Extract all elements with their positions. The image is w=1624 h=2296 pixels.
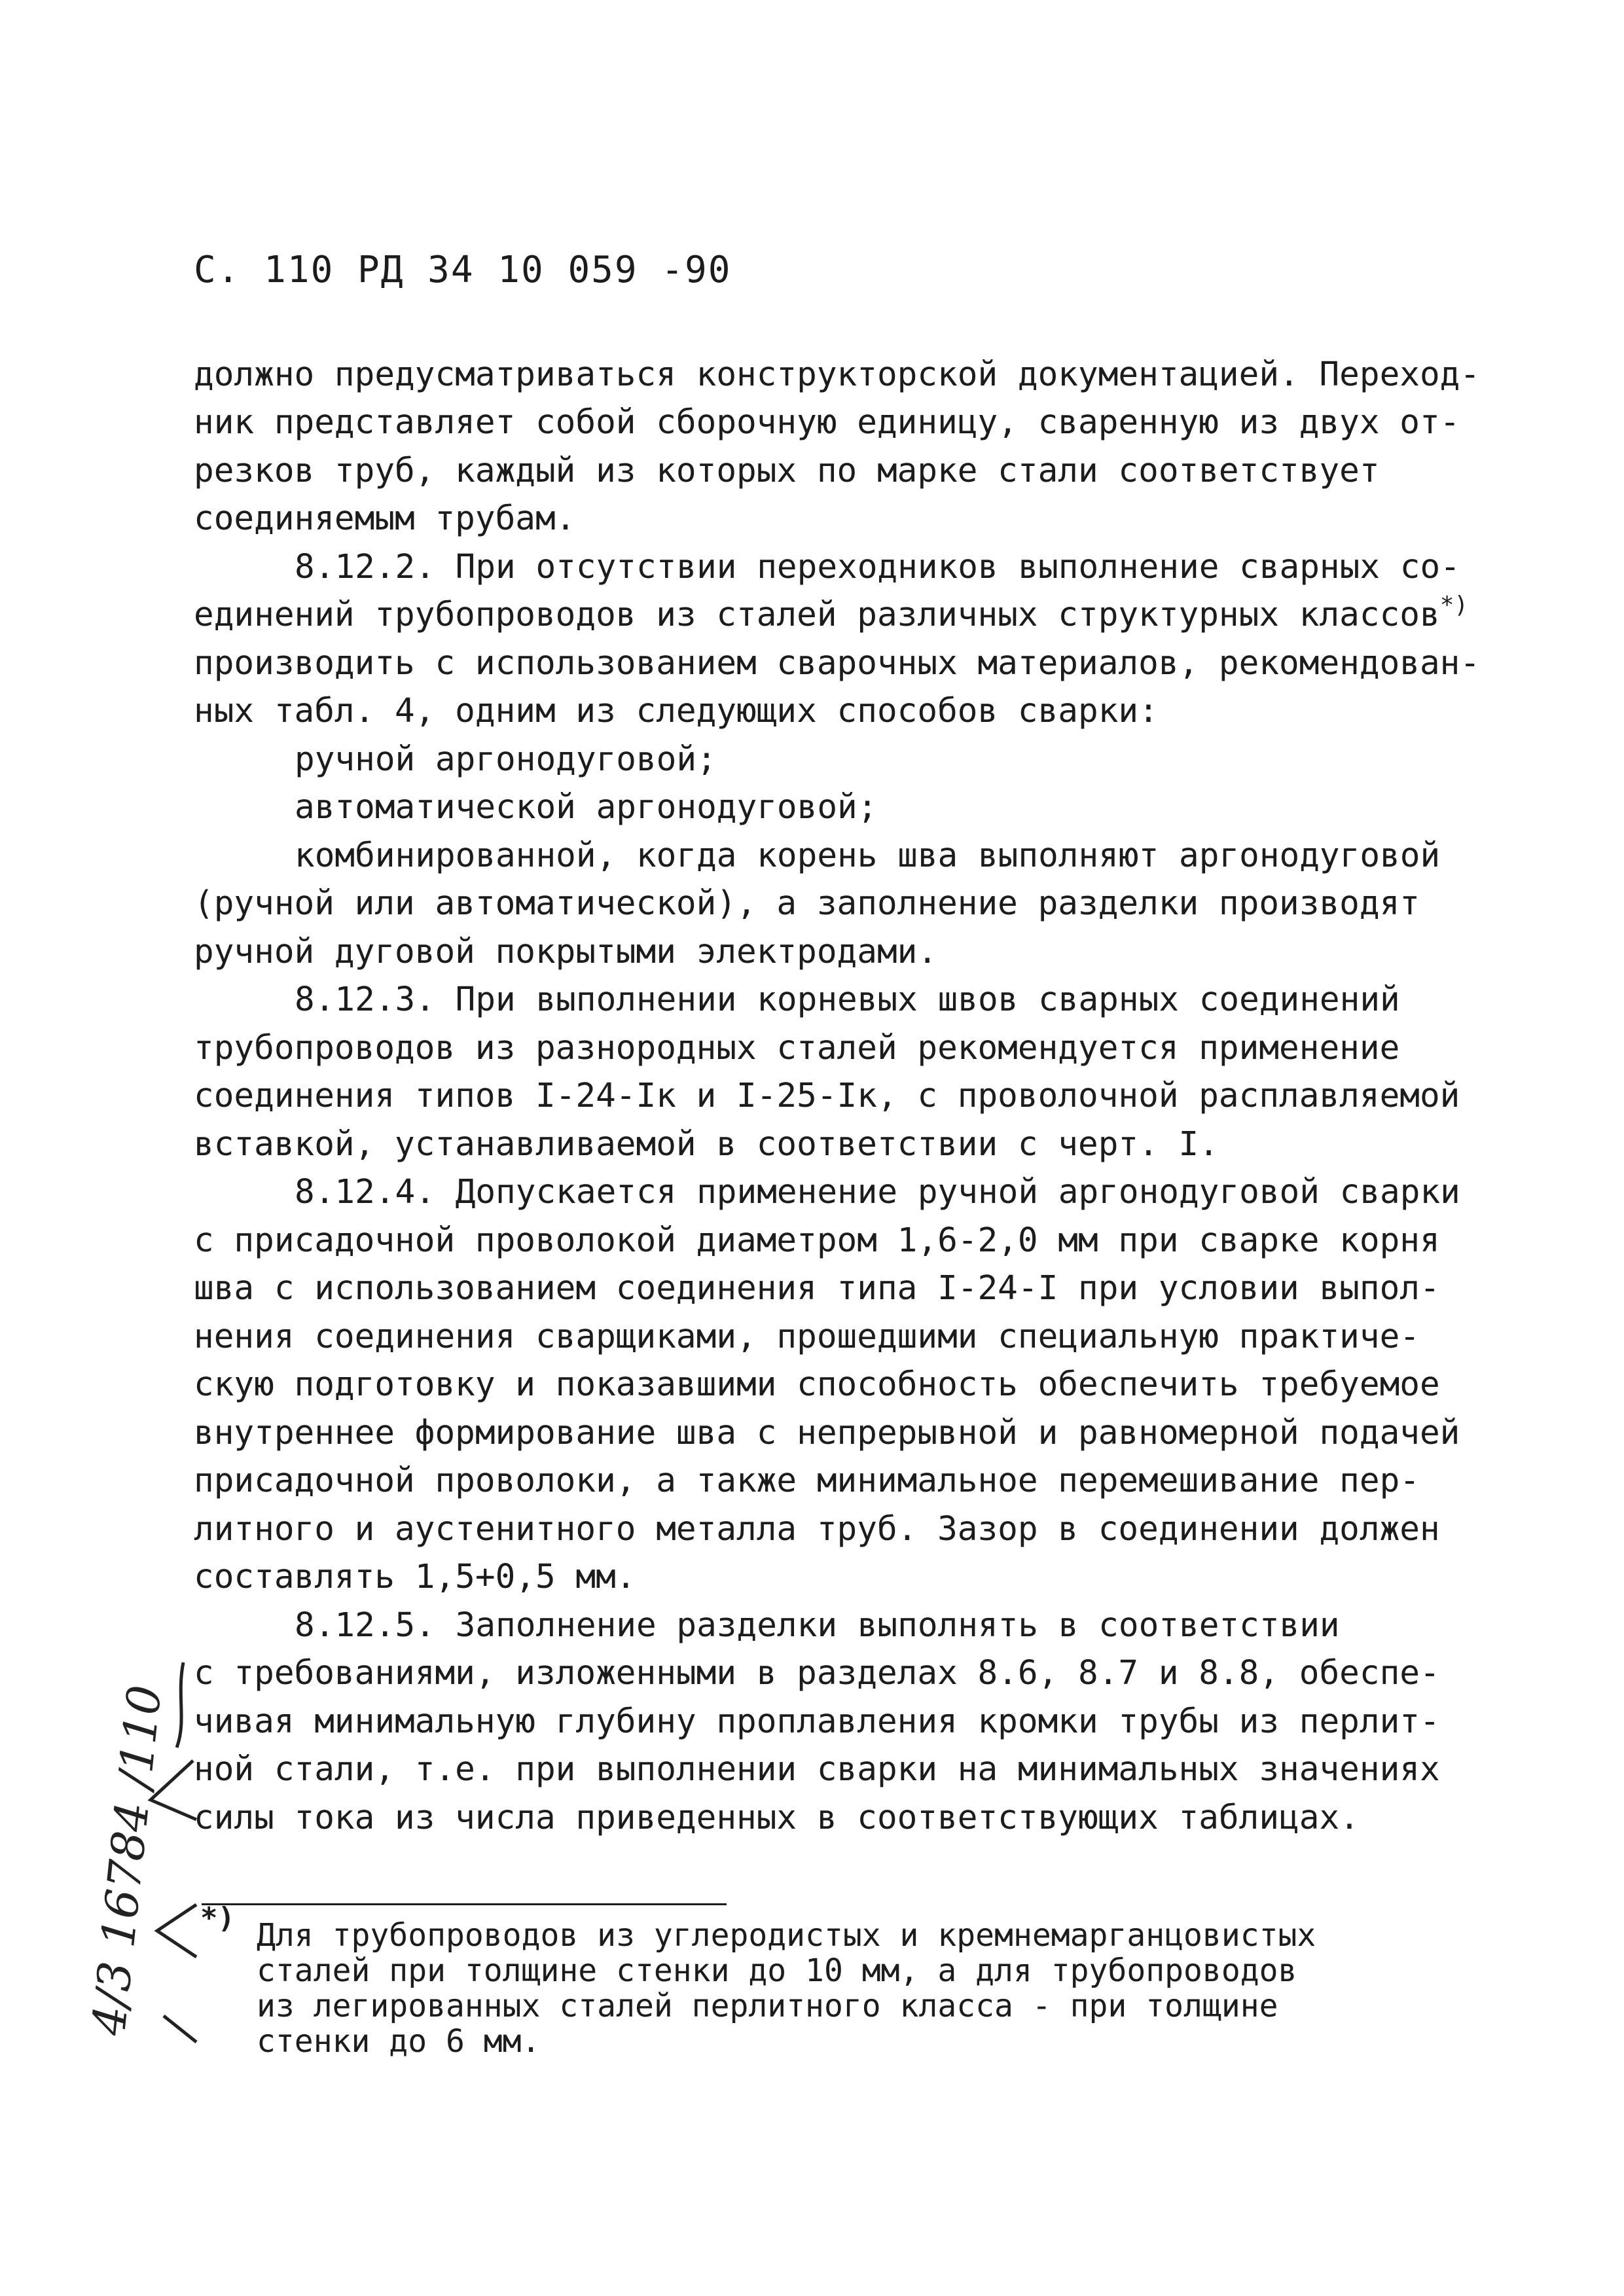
footnote-line: сталей при толщине стенки до 10 мм, а для трубопроводов (257, 1952, 1297, 1989)
body-line: с требованиями, изложенными в разделах 8.6, 8.7 и 8.8, обеспе- (194, 1654, 1440, 1693)
page-header-reference: С. 110 РД 34 10 059 -90 (194, 249, 732, 291)
footnote-marker: *) (200, 1901, 235, 1935)
body-line: ручной дуговой покрытыми электродами. (194, 933, 938, 971)
body-line-text: единений трубопроводов из сталей различных структурных классов (194, 596, 1440, 634)
footnote-separator (202, 1903, 727, 1905)
footnote-line: стенки до 6 мм. (257, 2023, 541, 2060)
body-line: составлять 1,5+0,5 мм. (194, 1558, 636, 1596)
body-line: 8.12.2. При отсутствии переходников выполнение сварных со- (295, 548, 1460, 586)
body-line: присадочной проволоки, а также минимальное перемешивание пер- (194, 1462, 1420, 1500)
body-line: внутреннее формирование шва с непрерывной и равномерной подачей (194, 1414, 1460, 1452)
body-line: литного и аустенитного металла труб. Зазор в соединении должен (194, 1510, 1440, 1549)
list-item: комбинированной, когда корень шва выполняют аргонодуговой (295, 836, 1441, 875)
body-line: 8.12.4. Допускается применение ручной аргонодуговой сварки (295, 1173, 1460, 1211)
body-line: ных табл. 4, одним из следующих способов сварки: (194, 692, 1159, 730)
body-line: 8.12.3. При выполнении корневых швов сварных соединений (295, 980, 1400, 1019)
footnote-line: из легированных сталей перлитного класса - при толщине (257, 1988, 1278, 2024)
body-line: производить с использованием сварочных материалов, рекомендован- (194, 644, 1481, 683)
body-line: должно предусматриваться конструкторской документацией. Переход- (194, 355, 1481, 394)
handwritten-note: 4/3 16784 /110 (82, 1682, 172, 2038)
body-line (194, 592, 1469, 638)
body-line: соединения типов I-24-Iк и I-25-Iк, с проволочной расплавляемой (194, 1077, 1460, 1115)
body-line: силы тока из числа приведенных в соответствующих таблицах. (194, 1799, 1360, 1837)
footnote-reference: *) (1439, 592, 1469, 619)
list-item: ручной аргонодуговой; (295, 740, 717, 779)
body-line: вставкой, устанавливаемой в соответствии с черт. I. (194, 1125, 1219, 1164)
footnote-line: Для трубопроводов из углеродистых и кремнемарганцовистых (257, 1917, 1316, 1954)
body-line: скую подготовку и показавшими способность обеспечить требуемое (194, 1365, 1440, 1404)
body-line: соединяемым трубам. (194, 499, 576, 538)
body-line: нения соединения сварщиками, прошедшими специальную практиче- (194, 1318, 1420, 1356)
list-item: автоматической аргонодуговой; (295, 788, 878, 827)
body-line: 8.12.5. Заполнение разделки выполнять в соответствии (295, 1606, 1340, 1645)
body-line: чивая минимальную глубину проплавления кромки трубы из перлит- (194, 1702, 1440, 1741)
body-line: ной стали, т.е. при выполнении сварки на минимальных значениях (194, 1750, 1440, 1789)
body-line: трубопроводов из разнородных сталей рекомендуется применение (194, 1029, 1400, 1067)
body-line: (ручной или автоматической), а заполнение разделки производят (194, 884, 1420, 923)
body-line: резков труб, каждый из которых по марке стали соответствует (194, 452, 1380, 490)
body-line: ник представляет собой сборочную единицу, сваренную из двух от- (194, 403, 1460, 442)
body-line: с присадочной проволокой диаметром 1,6-2,0 мм при сварке корня (194, 1221, 1440, 1260)
body-line: шва с использованием соединения типа I-24-I при условии выпол- (194, 1269, 1440, 1308)
